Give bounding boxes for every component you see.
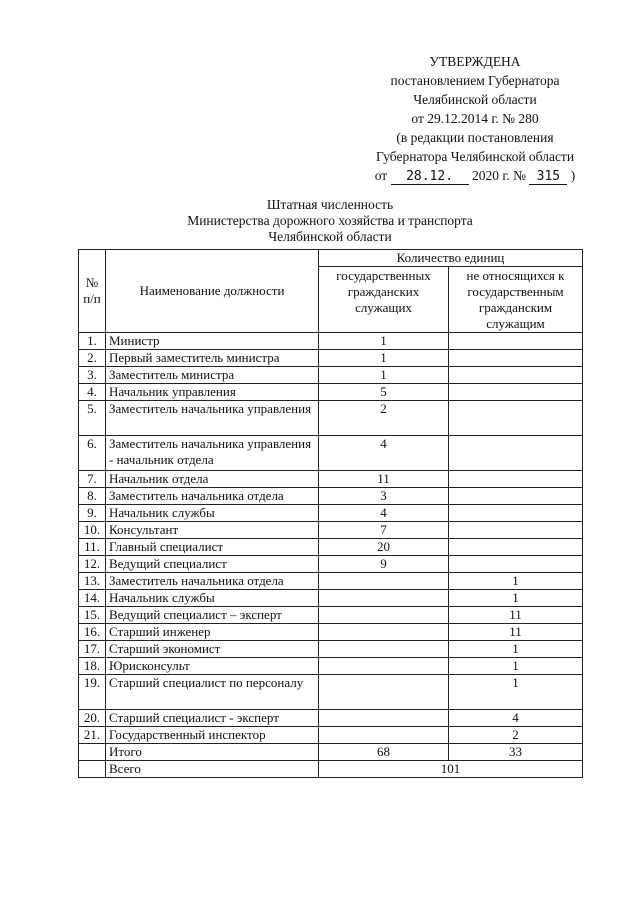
- row-number: 12.: [79, 556, 106, 573]
- table-row: [79, 641, 583, 658]
- row-position-name: Старший специалист - эксперт: [106, 710, 319, 727]
- table-row: [79, 658, 583, 675]
- title-line: Штатная численность: [266, 197, 394, 212]
- row-number: 1.: [79, 333, 106, 350]
- row-other-count: [449, 436, 583, 471]
- row-number: 4.: [79, 384, 106, 401]
- row-other-count: [449, 539, 583, 556]
- row-other-count: [449, 522, 583, 539]
- row-position-name: Главный специалист: [106, 539, 319, 556]
- table-row: [79, 573, 583, 590]
- row-position-name: Начальник службы: [106, 590, 319, 607]
- row-civil-count: 3: [319, 488, 449, 505]
- row-civil-count: 20: [319, 539, 449, 556]
- row-position-name: Министр: [106, 333, 319, 350]
- row-other-count: [449, 488, 583, 505]
- row-position-name: Первый заместитель министра: [106, 350, 319, 367]
- table-body: [79, 333, 583, 744]
- approval-date-line: [330, 166, 620, 185]
- row-civil-count: [319, 658, 449, 675]
- row-civil-count: 1: [319, 333, 449, 350]
- approval-line: Губернатора Челябинской области: [375, 149, 575, 164]
- row-position-name: Заместитель министра: [106, 367, 319, 384]
- table-row: [79, 367, 583, 384]
- header-count-group: Количество единиц: [319, 250, 583, 267]
- row-civil-count: [319, 624, 449, 641]
- row-number: 5.: [79, 401, 106, 436]
- row-position-name: Заместитель начальника отдела: [106, 488, 319, 505]
- total-label: Итого: [106, 744, 319, 761]
- row-other-count: 1: [449, 573, 583, 590]
- row-number: 10.: [79, 522, 106, 539]
- approval-stamp-block: [330, 52, 620, 185]
- grand-total-label: Всего: [106, 761, 319, 778]
- date-prefix: от: [374, 168, 388, 183]
- row-number: 18.: [79, 658, 106, 675]
- row-position-name: Старший инженер: [106, 624, 319, 641]
- table-row: [79, 710, 583, 727]
- header-civil-servants: государственных гражданских служащих: [319, 267, 449, 333]
- table-row: [79, 590, 583, 607]
- row-other-count: [449, 367, 583, 384]
- row-number: 9.: [79, 505, 106, 522]
- year-text: 2020 г. №: [471, 168, 526, 183]
- total-civil: 68: [319, 744, 449, 761]
- row-number: 21.: [79, 727, 106, 744]
- row-civil-count: 11: [319, 471, 449, 488]
- table-row: [79, 624, 583, 641]
- row-civil-count: 1: [319, 350, 449, 367]
- row-other-count: [449, 350, 583, 367]
- row-position-name: Заместитель начальника отдела: [106, 573, 319, 590]
- row-position-name: Ведущий специалист – эксперт: [106, 607, 319, 624]
- row-number: 17.: [79, 641, 106, 658]
- header-non-civil: не относящихся к государственным гражданским служащим: [449, 267, 583, 333]
- row-other-count: 4: [449, 710, 583, 727]
- row-civil-count: [319, 675, 449, 710]
- row-number: 15.: [79, 607, 106, 624]
- row-number: 2.: [79, 350, 106, 367]
- row-number: 14.: [79, 590, 106, 607]
- table-row: [79, 607, 583, 624]
- row-number: 20.: [79, 710, 106, 727]
- title-line: Челябинской области: [268, 229, 392, 244]
- row-civil-count: 5: [319, 384, 449, 401]
- approval-line: Челябинской области: [413, 92, 537, 107]
- row-number: 19.: [79, 675, 106, 710]
- table-row: [79, 436, 583, 471]
- row-civil-count: 4: [319, 505, 449, 522]
- grand-total-empty-cell: [79, 761, 106, 778]
- row-position-name: Старший экономист: [106, 641, 319, 658]
- row-civil-count: [319, 573, 449, 590]
- row-civil-count: [319, 641, 449, 658]
- row-other-count: [449, 333, 583, 350]
- row-number: 16.: [79, 624, 106, 641]
- row-civil-count: [319, 710, 449, 727]
- table-row: [79, 556, 583, 573]
- row-other-count: [449, 401, 583, 436]
- row-number: 13.: [79, 573, 106, 590]
- table-row: [79, 384, 583, 401]
- staff-table: [78, 249, 583, 778]
- handwritten-date: 28.12.: [391, 170, 469, 185]
- table-row: [79, 522, 583, 539]
- approval-line: (в редакции постановления: [396, 130, 554, 145]
- row-position-name: Консультант: [106, 522, 319, 539]
- document-title: [100, 197, 560, 245]
- row-position-name: Заместитель начальника управления - начальник отдела: [106, 436, 319, 471]
- row-other-count: [449, 384, 583, 401]
- close-paren: ): [570, 168, 576, 183]
- row-other-count: 1: [449, 675, 583, 710]
- row-civil-count: [319, 727, 449, 744]
- table-row: [79, 350, 583, 367]
- row-civil-count: 9: [319, 556, 449, 573]
- row-civil-count: 4: [319, 436, 449, 471]
- row-position-name: Государственный инспектор: [106, 727, 319, 744]
- header-number: № п/п: [79, 250, 106, 333]
- row-other-count: 11: [449, 607, 583, 624]
- row-civil-count: [319, 590, 449, 607]
- row-position-name: Ведущий специалист: [106, 556, 319, 573]
- row-other-count: [449, 505, 583, 522]
- table-row: [79, 539, 583, 556]
- row-other-count: 1: [449, 641, 583, 658]
- table-row: [79, 727, 583, 744]
- row-number: 7.: [79, 471, 106, 488]
- row-other-count: [449, 471, 583, 488]
- grand-total-value: 101: [319, 761, 583, 778]
- row-number: 3.: [79, 367, 106, 384]
- table-row: [79, 471, 583, 488]
- row-number: 8.: [79, 488, 106, 505]
- row-civil-count: 7: [319, 522, 449, 539]
- row-position-name: Начальник управления: [106, 384, 319, 401]
- approval-title: УТВЕРЖДЕНА: [429, 54, 521, 69]
- table-row: [79, 675, 583, 710]
- row-number: 6.: [79, 436, 106, 471]
- row-position-name: Юрисконсульт: [106, 658, 319, 675]
- row-other-count: 2: [449, 727, 583, 744]
- row-other-count: 1: [449, 658, 583, 675]
- row-other-count: 11: [449, 624, 583, 641]
- row-civil-count: [319, 607, 449, 624]
- row-position-name: Старший специалист по персоналу: [106, 675, 319, 710]
- row-civil-count: 1: [319, 367, 449, 384]
- row-other-count: 1: [449, 590, 583, 607]
- handwritten-number: 315: [529, 170, 567, 185]
- table-row: [79, 401, 583, 436]
- table-row: [79, 333, 583, 350]
- approval-line: от 29.12.2014 г. № 280: [411, 111, 539, 126]
- header-position: Наименование должности: [106, 250, 319, 333]
- row-position-name: Заместитель начальника управления: [106, 401, 319, 436]
- row-number: 11.: [79, 539, 106, 556]
- total-empty-cell: [79, 744, 106, 761]
- row-position-name: Начальник службы: [106, 505, 319, 522]
- row-position-name: Начальник отдела: [106, 471, 319, 488]
- row-civil-count: 2: [319, 401, 449, 436]
- title-line: Министерства дорожного хозяйства и транспорта: [187, 213, 473, 228]
- total-other: 33: [449, 744, 583, 761]
- table-row: [79, 505, 583, 522]
- table-row: [79, 488, 583, 505]
- row-other-count: [449, 556, 583, 573]
- approval-line: постановлением Губернатора: [390, 73, 560, 88]
